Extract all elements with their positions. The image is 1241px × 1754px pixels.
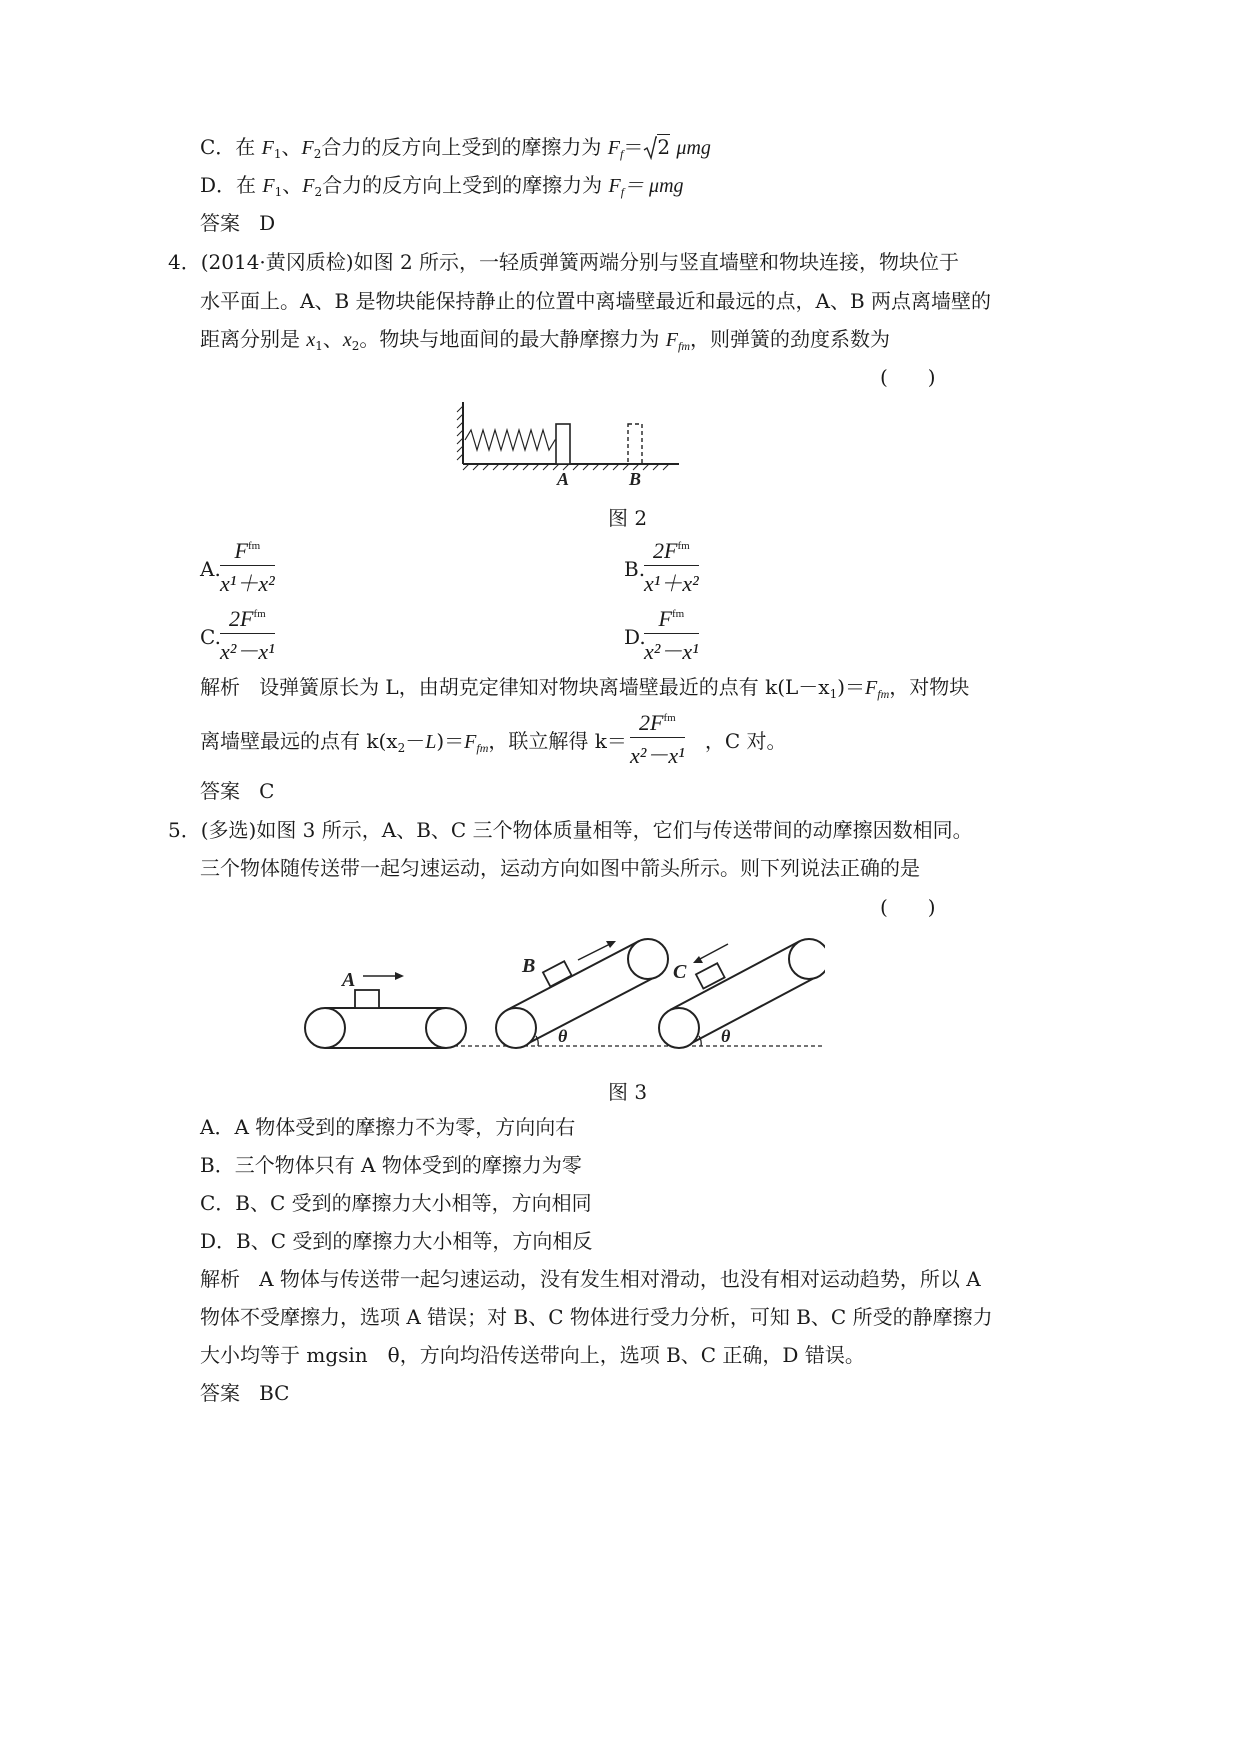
- label-b: B: [522, 955, 536, 977]
- figure-3-conveyor-diagram: [300, 930, 825, 1052]
- q3-answer: 答案 D: [200, 211, 276, 235]
- q4-analysis-line-1: 解析 设弹簧原长为 L，由胡克定律知对物块离墙壁最近的点有 $k(L-x_1)=F_{fm}$，对物块: [200, 675, 970, 701]
- sqrt-icon: [643, 136, 657, 160]
- q4-option-d-fraction: $F^{fm}$ x²－x¹: [644, 606, 699, 664]
- q4-analysis-fraction: $2F^{fm}$ x²－x¹: [630, 710, 685, 768]
- q4-answer: 答案 C: [200, 779, 275, 803]
- q4-option-a-fraction: $F^{fm}$ x¹＋x²: [220, 538, 275, 596]
- label-b: B: [629, 469, 642, 489]
- label-a: A: [557, 469, 570, 489]
- q5-option-c: C．B、C 受到的摩擦力大小相等，方向相同: [200, 1191, 592, 1215]
- label-a: A: [342, 969, 356, 991]
- q4-answer-paren: ( ): [880, 365, 936, 389]
- q4-option-c-label: C.: [200, 625, 221, 649]
- q4-option-b-label: B.: [624, 557, 646, 581]
- arrow-down-left-icon: [693, 956, 703, 963]
- theta-label-b: θ: [558, 1026, 568, 1046]
- q4-line-2: 水平面上。A、B 是物块能保持静止的位置中离墙壁最近和最远的点，A、B 两点离墙壁的: [200, 289, 991, 313]
- label-c: C: [673, 961, 687, 983]
- q5-option-b: B．三个物体只有 A 物体受到的摩擦力为零: [200, 1153, 582, 1177]
- q5-option-d: D．B、C 受到的摩擦力大小相等，方向相反: [200, 1229, 593, 1253]
- q4-line-1: 4．(2014·黄冈质检)如图 2 所示，一轻质弹簧两端分别与竖直墙壁和物块连接，物块位于: [168, 250, 960, 274]
- q3-option-d: D．在 $F_1$、$F_2$合力的反方向上受到的摩擦力为 $F_f= \mu mg$: [200, 173, 684, 199]
- q3-option-c: C．在 $F_1$、$F_2$合力的反方向上受到的摩擦力为 $F_f= 2$ μmg: [200, 135, 711, 161]
- q5-answer-paren: ( ): [880, 895, 936, 919]
- q4-option-a-label: A.: [200, 557, 221, 581]
- q4-option-d-label: D.: [624, 625, 646, 649]
- theta-label-c: θ: [721, 1026, 731, 1046]
- q5-line-2: 三个物体随传送带一起匀速运动，运动方向如图中箭头所示。则下列说法正确的是: [200, 856, 920, 880]
- q4-analysis-line-2: 离墙壁最远的点有 $k(x_2-L)=F_{fm}$，联立解得 k＝ ，C 对。: [200, 729, 787, 755]
- figure-3-caption: 图 3: [608, 1080, 648, 1104]
- q5-answer: 答案 BC: [200, 1381, 290, 1405]
- q4-option-b-fraction: $2F^{fm}$ x¹＋x²: [644, 538, 699, 596]
- q5-line-1: 5．(多选)如图 3 所示，A、B、C 三个物体质量相等，它们与传送带间的动摩擦因数相同。: [168, 818, 973, 842]
- q5-option-a: A．A 物体受到的摩擦力不为零，方向向右: [200, 1115, 576, 1139]
- q4-line-3: 距离分别是 $x_1$、$x_2$。物块与地面间的最大静摩擦力为 $F_{fm}$，则弹簧的劲度系数为: [200, 327, 890, 353]
- arrow-right-icon: [395, 972, 404, 980]
- q5-analysis-line-3: 大小均等于 mgsin θ，方向均沿传送带向上，选项 B、C 正确，D 错误。: [200, 1343, 865, 1367]
- q5-analysis-line-2: 物体不受摩擦力，选项 A 错误；对 B、C 物体进行受力分析，可知 B、C 所受的静摩擦力: [200, 1305, 993, 1329]
- figure-2-caption: 图 2: [608, 506, 648, 530]
- q5-analysis-line-1: 解析 A 物体与传送带一起匀速运动，没有发生相对滑动，也没有相对运动趋势，所以 A: [200, 1267, 981, 1291]
- figure-2-spring-diagram: [455, 398, 690, 490]
- q4-option-c-fraction: $2F^{fm}$ x²－x¹: [220, 606, 275, 664]
